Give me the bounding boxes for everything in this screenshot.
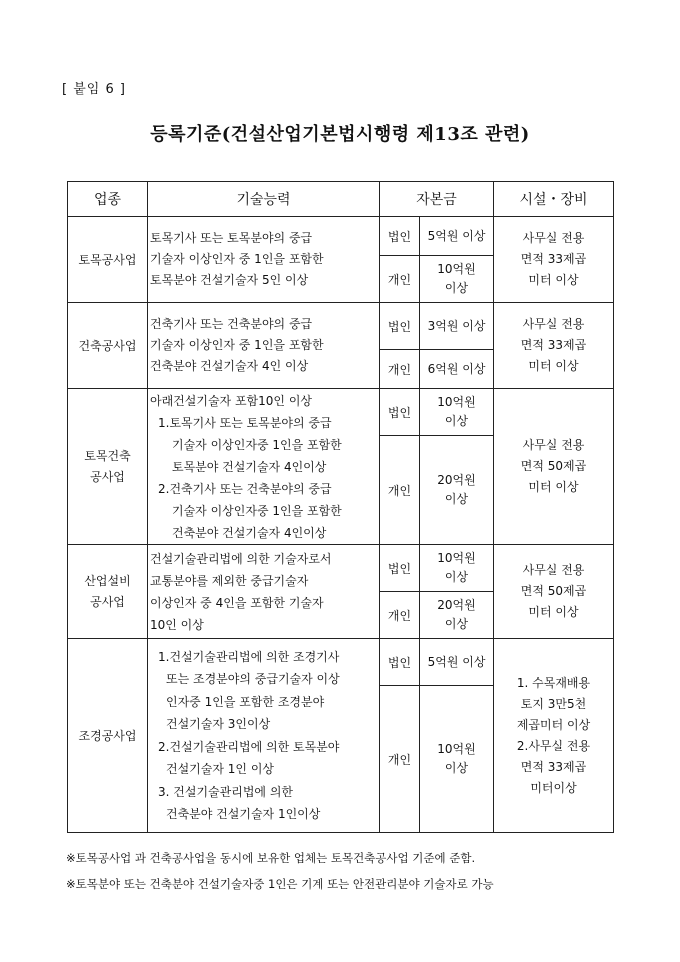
skill-line: 건축분야 건설기술자 4인 이상 xyxy=(150,359,309,373)
facility-cell xyxy=(494,217,614,303)
corp-capital: 5억원 이상 xyxy=(420,639,494,686)
registration-criteria-table xyxy=(67,181,614,833)
facility-line: 사무실 전용 xyxy=(522,317,585,331)
skill-line: 2.건설기술관리법에 의한 토목분야 xyxy=(158,739,340,754)
page-title: 등록기준(건설산업기본법시행령 제13조 관련) xyxy=(150,124,530,145)
facility-line: 미터 이상 xyxy=(528,480,579,494)
facility-line: 사무실 전용 xyxy=(522,563,585,577)
facility-line: 미터이상 xyxy=(530,780,577,795)
indiv-label: 개인 xyxy=(380,256,420,303)
skill-line: 건설기술자 1인 이상 xyxy=(166,762,275,776)
corp-label: 법인 xyxy=(380,389,420,436)
skill-cell xyxy=(148,217,380,303)
header-industry: 업종 xyxy=(68,182,148,217)
industry-line: 토목건축 xyxy=(84,448,131,463)
skill-line: 이상인자 중 4인을 포함한 기술자 xyxy=(150,595,324,610)
industry-cell xyxy=(68,545,148,639)
attachment-label: [ 붙임 6 ] xyxy=(62,82,126,97)
skill-cell xyxy=(148,389,380,545)
industry-cell: 건축공사업 xyxy=(68,303,148,389)
industry-cell xyxy=(68,389,148,545)
facility-line: 미터 이상 xyxy=(528,359,579,373)
skill-line: 기술자 이상인자 중 1인을 포함한 xyxy=(150,252,324,266)
facility-line: 1. 수목재배용 xyxy=(516,675,591,690)
industry-cell: 조경공사업 xyxy=(68,639,148,833)
facility-line: 면적 33제곱 xyxy=(520,252,587,266)
skill-line: 건축분야 건설기술자 4인이상 xyxy=(172,525,327,540)
corp-label: 법인 xyxy=(380,545,420,592)
skill-cell xyxy=(148,545,380,639)
facility-line: 미터 이상 xyxy=(528,605,579,619)
indiv-label: 개인 xyxy=(380,350,420,389)
skill-line: 10인 이상 xyxy=(150,617,204,632)
indiv-label: 개인 xyxy=(380,592,420,639)
facility-cell xyxy=(494,389,614,545)
table-row xyxy=(68,389,614,436)
corp-label: 법인 xyxy=(380,217,420,256)
skill-line: 기술자 이상인자 중 1인을 포함한 xyxy=(150,338,324,352)
header-capital: 자본금 xyxy=(380,182,494,217)
corp-label: 법인 xyxy=(380,639,420,686)
industry-line: 공사업 xyxy=(90,469,125,484)
footnote-2: ※토목분야 또는 건축분야 건설기술자중 1인은 기계 또는 안전관리분야 기술자로 가능 xyxy=(66,877,494,891)
skill-line: 토목기사 또는 토목분야의 중급 xyxy=(150,231,313,245)
corp-capital: 5억원 이상 xyxy=(420,217,494,256)
skill-line: 건설기술자 3인이상 xyxy=(166,717,271,731)
skill-line: 아래건설기술자 포함10인 이상 xyxy=(150,393,313,408)
skill-line: 1.건설기술관리법에 의한 조경기사 xyxy=(158,649,340,664)
facility-line: 사무실 전용 xyxy=(522,231,585,245)
table-row xyxy=(68,217,614,256)
skill-cell xyxy=(148,303,380,389)
facility-line: 면적 33제곱 xyxy=(520,338,587,352)
skill-line: 인자중 1인을 포함한 조경분야 xyxy=(166,694,325,709)
facility-cell xyxy=(494,545,614,639)
skill-line: 토목분야 건설기술자 4인이상 xyxy=(172,459,327,474)
skill-cell xyxy=(148,639,380,833)
industry-line: 산업설비 xyxy=(84,573,131,588)
skill-line: 건축기사 또는 건축분야의 중급 xyxy=(150,317,313,331)
facility-line: 면적 33제곱 xyxy=(520,759,587,774)
corp-label: 법인 xyxy=(380,303,420,350)
indiv-label: 개인 xyxy=(380,686,420,833)
table-header-row xyxy=(68,182,614,217)
facility-line: 제곱미터 이상 xyxy=(516,717,591,732)
skill-line: 교통분야를 제외한 중급기술자 xyxy=(150,573,309,588)
skill-line: 2.건축기사 또는 건축분야의 중급 xyxy=(158,481,332,496)
footnote-1: ※토목공사업 과 건축공사업을 동시에 보유한 업체는 토목건축공사업 기준에 준함. xyxy=(66,851,476,865)
indiv-capital: 20억원 이상 xyxy=(420,436,494,545)
skill-line: 1.토목기사 또는 토목분야의 중급 xyxy=(158,415,332,430)
skill-line: 토목분야 건설기술자 5인 이상 xyxy=(150,273,309,287)
skill-line: 기술자 이상인자중 1인을 포함한 xyxy=(172,437,342,452)
table-row xyxy=(68,545,614,592)
skill-line: 건축분야 건설기술자 1인이상 xyxy=(166,807,321,821)
industry-line: 공사업 xyxy=(90,594,125,609)
corp-capital: 10억원 이상 xyxy=(420,389,494,436)
facility-cell xyxy=(494,303,614,389)
industry-cell: 토목공사업 xyxy=(68,217,148,303)
corp-capital: 3억원 이상 xyxy=(420,303,494,350)
facility-line: 면적 50제곱 xyxy=(520,459,587,473)
indiv-capital: 6억원 이상 xyxy=(420,350,494,389)
facility-line: 미터 이상 xyxy=(528,273,579,287)
corp-capital: 10억원 이상 xyxy=(420,545,494,592)
skill-line: 또는 조경분야의 중급기술자 이상 xyxy=(166,672,340,686)
header-skill: 기술능력 xyxy=(148,182,380,217)
facility-cell xyxy=(494,639,614,833)
facility-line: 면적 50제곱 xyxy=(520,584,587,598)
table-row xyxy=(68,303,614,350)
facility-line: 사무실 전용 xyxy=(522,438,585,452)
indiv-label: 개인 xyxy=(380,436,420,545)
indiv-capital: 10억원 이상 xyxy=(420,686,494,833)
facility-line: 토지 3만5천 xyxy=(520,696,587,711)
skill-line: 기술자 이상인자중 1인을 포함한 xyxy=(172,503,342,518)
indiv-capital: 20억원 이상 xyxy=(420,592,494,639)
skill-line: 건설기술관리법에 의한 기술자로서 xyxy=(150,551,332,566)
facility-line: 2.사무실 전용 xyxy=(516,738,591,753)
skill-line: 3. 건설기술관리법에 의한 xyxy=(158,784,293,799)
indiv-capital: 10억원 이상 xyxy=(420,256,494,303)
table-row xyxy=(68,639,614,686)
header-facility: 시설・장비 xyxy=(494,182,614,217)
